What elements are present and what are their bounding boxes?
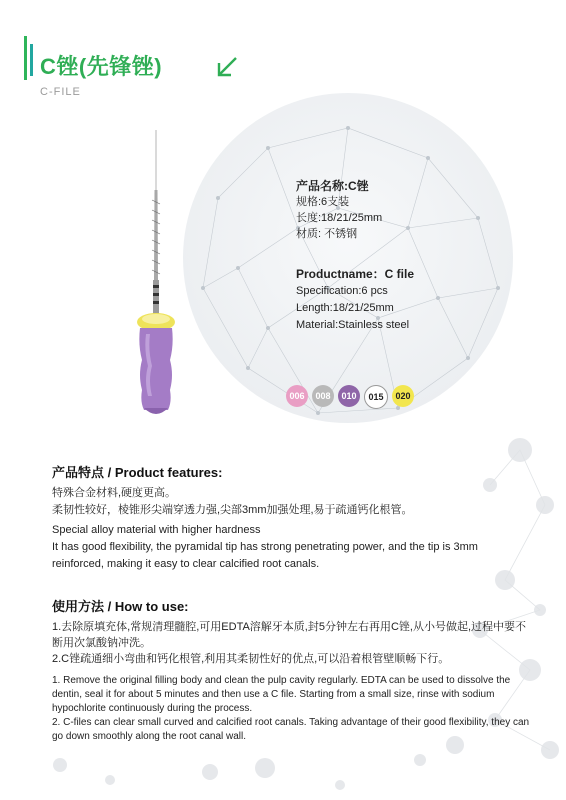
arrow-down-left-icon [214, 54, 240, 80]
features-cn-line1: 特殊合金材料,硬度更高。 [52, 487, 177, 499]
howto-cn [52, 619, 532, 667]
howto-heading: 使用方法 / How to use: [52, 599, 189, 614]
howto-en [52, 674, 532, 744]
spec-cn-name: 产品名称:C锉 [296, 179, 369, 193]
size-010-badge: 010 [338, 385, 360, 407]
spec-en [296, 266, 414, 334]
c-file-product-image [126, 130, 186, 420]
network-globe-graphic [178, 88, 518, 428]
spec-en-length: Length:18/21/25mm [296, 302, 394, 314]
header-accent-bar [24, 36, 27, 80]
spec-cn-spec: 规格:6支装 [296, 196, 350, 208]
spec-en-spec: Specification:6 pcs [296, 285, 388, 297]
howto-en-step2: 2. C-files can clear small curved and calcified root canals. Taking advantage of their good flexibility, they can go down smoothly along the root canal wall. [52, 717, 530, 742]
size-020-badge: 020 [392, 385, 414, 407]
features-body [52, 485, 522, 573]
page-title: C锉(先锋锉) [40, 54, 163, 79]
spec-en-name: Productname：C file [296, 267, 415, 281]
spec-cn [296, 178, 382, 242]
spec-cn-material: 材质: 不锈钢 [296, 228, 358, 240]
features-en-line2: It has good flexibility, the pyramidal tip has strong penetrating power, and the tip is 3mm reinforced, making it easy to clear calcified root canals. [52, 541, 478, 570]
size-015-badge: 015 [364, 385, 388, 409]
size-008-badge: 008 [312, 385, 334, 407]
features-heading: 产品特点 / Product features: [52, 465, 223, 480]
howto-cn-step2: 2.C锉疏通细小弯曲和钙化根管,利用其柔韧性好的优点,可以沿着根管壁顺畅下行。 [52, 653, 450, 665]
size-options [286, 385, 414, 409]
spec-en-material: Material:Stainless steel [296, 319, 410, 331]
size-006-badge: 006 [286, 385, 308, 407]
howto-en-step1: 1. Remove the original filling body and clean the pulp cavity regularly. EDTA can be used to dissolve the dentin, seal it for about 5 minutes and then use a C file. Starting from a small size, rinse with sodium hypochlorite continuously during the process. [52, 675, 511, 714]
howto-cn-step1: 1.去除原填充体,常规清理髓腔,可用EDTA溶解牙本质,封5分钟左右再用C锉,从小号做起,过程中要不断用次氯酸钠冲洗。 [52, 621, 527, 649]
features-en-line1: Special alloy material with higher hardness [52, 524, 261, 536]
features-cn-line2: 柔韧性较好，棱锥形尖端穿透力强,尖部3mm加强处理,易于疏通钙化根管。 [52, 504, 413, 516]
page-subtitle: C-FILE [40, 86, 81, 98]
spec-cn-length: 长度:18/21/25mm [296, 212, 383, 224]
header-accent-bar-secondary [30, 44, 33, 76]
